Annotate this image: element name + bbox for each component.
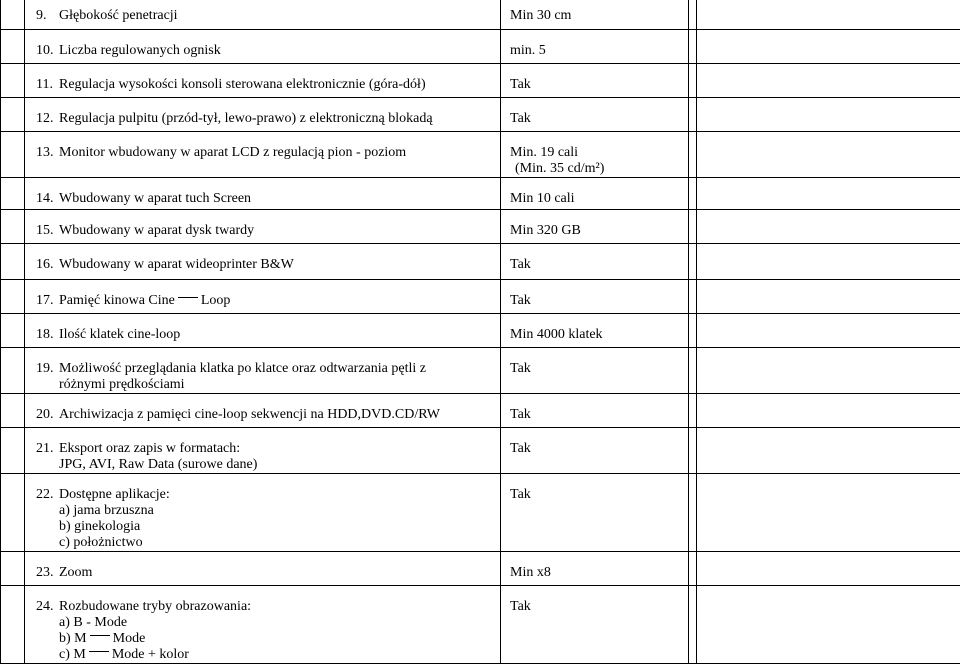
row-number: 17.: [25, 293, 59, 309]
parameter-line: Zoom: [59, 565, 496, 581]
value-cell: [501, 210, 689, 244]
table-row: [1, 552, 960, 586]
parameter-line: Głębokość penetracji: [59, 8, 496, 24]
blank-cell: [689, 314, 697, 348]
parameter-cell: [25, 244, 501, 280]
blank-cell: [689, 280, 697, 314]
parameter-line: Dostępne aplikacje:: [59, 487, 496, 503]
parameter-cell: [25, 394, 501, 428]
parameter-line: [59, 615, 496, 631]
table-row: [1, 428, 960, 474]
parameter-text: [59, 599, 500, 663]
blank-cell: [1, 64, 25, 98]
parameter-wrap: [25, 361, 500, 393]
table-row: [1, 132, 960, 178]
row-number: 14.: [25, 191, 59, 207]
parameter-line: c) położnictwo: [59, 535, 496, 551]
parameter-line-part: Mode + kolor: [112, 647, 189, 662]
value-wrap: [501, 191, 688, 207]
blank-cell: [697, 428, 960, 474]
value-wrap: [501, 43, 688, 59]
value-text: (Min. 35 cd/m²): [510, 161, 688, 177]
blank-cell: [689, 474, 697, 552]
blank-cell: [697, 64, 960, 98]
value-cell: [501, 474, 689, 552]
value-wrap: [501, 293, 688, 309]
value-cell: [501, 314, 689, 348]
value-text: Tak: [510, 257, 688, 273]
parameter-line: Eksport oraz zapis w formatach:: [59, 441, 496, 457]
parameter-text: [59, 145, 500, 161]
parameter-line: [59, 599, 496, 615]
parameter-text: [59, 487, 500, 551]
table-row: [1, 98, 960, 132]
blank-cell: [697, 132, 960, 178]
value-cell: [501, 30, 689, 64]
row-number: 12.: [25, 111, 59, 127]
table-row: [1, 348, 960, 394]
value-cell: [501, 280, 689, 314]
row-number: 22.: [25, 487, 59, 551]
parameter-line: Regulacja wysokości konsoli sterowana elektronicznie (góra-dół): [59, 77, 496, 93]
parameter-wrap: [25, 407, 500, 423]
blank-cell: [697, 0, 960, 30]
parameter-text: [59, 441, 500, 473]
blank-cell: [689, 0, 697, 30]
value-text: min. 5: [510, 43, 688, 59]
row-number: 24.: [25, 599, 59, 663]
parameter-wrap: [25, 441, 500, 473]
parameter-text: [59, 293, 500, 309]
blank-cell: [1, 428, 25, 474]
blank-cell: [689, 586, 697, 664]
blank-cell: [1, 348, 25, 394]
value-wrap: [501, 223, 688, 239]
parameter-cell: [25, 178, 501, 210]
table-row: [1, 280, 960, 314]
blank-cell: [697, 280, 960, 314]
table-row: [1, 474, 960, 552]
blank-cell: [689, 210, 697, 244]
parameter-text: [59, 191, 500, 207]
parameter-cell: [25, 30, 501, 64]
blank-cell: [1, 30, 25, 64]
blank-cell: [689, 30, 697, 64]
table-row: [1, 0, 960, 30]
row-number: 20.: [25, 407, 59, 423]
parameter-cell: [25, 586, 501, 664]
parameter-line: Wbudowany w aparat dysk twardy: [59, 223, 496, 239]
blank-cell: [1, 552, 25, 586]
value-cell: [501, 394, 689, 428]
table-row: [1, 64, 960, 98]
parameter-line: a) jama brzuszna: [59, 503, 496, 519]
dash-separator: [89, 651, 109, 652]
parameter-text: [59, 77, 500, 93]
value-text: Min 30 cm: [510, 8, 688, 24]
parameter-line: różnymi prędkościami: [59, 377, 496, 393]
value-cell: [501, 586, 689, 664]
blank-cell: [697, 474, 960, 552]
parameter-line-part: Pamięć kinowa Cine: [59, 293, 175, 308]
parameter-line-part: Loop: [201, 293, 231, 308]
blank-cell: [689, 132, 697, 178]
blank-cell: [689, 428, 697, 474]
blank-cell: [1, 474, 25, 552]
value-wrap: [501, 599, 688, 615]
parameter-wrap: [25, 191, 500, 207]
value-text: Tak: [510, 77, 688, 93]
blank-cell: [689, 394, 697, 428]
value-text: Min x8: [510, 565, 688, 581]
blank-cell: [689, 244, 697, 280]
parameter-wrap: [25, 145, 500, 161]
blank-cell: [1, 98, 25, 132]
value-text: Tak: [510, 293, 688, 309]
value-cell: [501, 244, 689, 280]
parameter-wrap: [25, 8, 500, 24]
parameter-cell: [25, 280, 501, 314]
parameter-text: [59, 407, 500, 423]
value-wrap: [501, 565, 688, 581]
blank-cell: [1, 178, 25, 210]
value-text: Min 320 GB: [510, 223, 688, 239]
blank-cell: [689, 98, 697, 132]
parameter-cell: [25, 552, 501, 586]
parameter-text: [59, 361, 500, 393]
parameter-wrap: [25, 565, 500, 581]
parameter-wrap: [25, 111, 500, 127]
blank-cell: [697, 178, 960, 210]
blank-cell: [1, 210, 25, 244]
parameter-text: [59, 8, 500, 24]
value-cell: [501, 178, 689, 210]
parameter-line: Wbudowany w aparat wideoprinter B&W: [59, 257, 496, 273]
parameter-text: [59, 43, 500, 59]
parameter-line-part: Rozbudowane tryby obrazowania:: [59, 599, 251, 614]
value-cell: [501, 132, 689, 178]
parameter-text: [59, 327, 500, 343]
row-number: 19.: [25, 361, 59, 393]
value-text: Tak: [510, 111, 688, 127]
value-wrap: [501, 145, 688, 177]
blank-cell: [697, 394, 960, 428]
blank-cell: [1, 0, 25, 30]
value-text: Tak: [510, 441, 688, 457]
blank-cell: [697, 210, 960, 244]
value-text: Min. 19 cali: [510, 145, 688, 161]
parameter-cell: [25, 474, 501, 552]
blank-cell: [697, 348, 960, 394]
parameter-wrap: [25, 77, 500, 93]
parameter-wrap: [25, 599, 500, 663]
parameter-cell: [25, 314, 501, 348]
parameter-line: JPG, AVI, Raw Data (surowe dane): [59, 457, 496, 473]
value-wrap: [501, 441, 688, 457]
blank-cell: [1, 586, 25, 664]
parameter-line: Ilość klatek cine-loop: [59, 327, 496, 343]
blank-cell: [1, 314, 25, 348]
value-wrap: [501, 327, 688, 343]
table-row: [1, 210, 960, 244]
value-wrap: [501, 257, 688, 273]
row-number: 18.: [25, 327, 59, 343]
row-number: 13.: [25, 145, 59, 161]
value-wrap: [501, 111, 688, 127]
value-text: Tak: [510, 599, 688, 615]
parameter-text: [59, 257, 500, 273]
parameter-cell: [25, 64, 501, 98]
value-wrap: [501, 407, 688, 423]
parameter-line-part: b) M: [59, 631, 87, 646]
table-row: [1, 244, 960, 280]
parameter-line: [59, 647, 496, 663]
value-cell: [501, 428, 689, 474]
blank-cell: [697, 30, 960, 64]
parameter-line: Wbudowany w aparat tuch Screen: [59, 191, 496, 207]
parameter-text: [59, 111, 500, 127]
parameter-wrap: [25, 43, 500, 59]
value-text: Tak: [510, 407, 688, 423]
parameter-line: b) ginekologia: [59, 519, 496, 535]
parameter-line-part: Mode: [113, 631, 146, 646]
parameter-wrap: [25, 257, 500, 273]
table-row: [1, 314, 960, 348]
parameter-line: [59, 631, 496, 647]
value-wrap: [501, 8, 688, 24]
row-number: 11.: [25, 77, 59, 93]
blank-cell: [697, 552, 960, 586]
table-row: [1, 586, 960, 664]
parameter-cell: [25, 428, 501, 474]
parameter-line: [59, 293, 496, 309]
row-number: 21.: [25, 441, 59, 473]
value-cell: [501, 348, 689, 394]
parameter-line: Monitor wbudowany w aparat LCD z regulacją pion - poziom: [59, 145, 496, 161]
dash-separator: [90, 635, 110, 636]
parameter-cell: [25, 348, 501, 394]
row-number: 15.: [25, 223, 59, 239]
parameter-cell: [25, 132, 501, 178]
parameter-line: Możliwość przeglądania klatka po klatce oraz odtwarzania pętli z: [59, 361, 496, 377]
dash-separator: [178, 297, 198, 298]
table-row: [1, 394, 960, 428]
blank-cell: [1, 132, 25, 178]
parameter-wrap: [25, 293, 500, 309]
parameter-text: [59, 223, 500, 239]
blank-cell: [1, 280, 25, 314]
blank-cell: [689, 64, 697, 98]
blank-cell: [697, 314, 960, 348]
parameter-line: Liczba regulowanych ognisk: [59, 43, 496, 59]
blank-cell: [697, 586, 960, 664]
value-wrap: [501, 361, 688, 377]
value-cell: [501, 64, 689, 98]
parameter-line-part: a) B - Mode: [59, 615, 127, 630]
blank-cell: [689, 552, 697, 586]
blank-cell: [1, 244, 25, 280]
row-number: 23.: [25, 565, 59, 581]
blank-cell: [697, 98, 960, 132]
parameter-wrap: [25, 487, 500, 551]
blank-cell: [697, 244, 960, 280]
value-cell: [501, 98, 689, 132]
value-cell: [501, 552, 689, 586]
parameter-cell: [25, 98, 501, 132]
value-text: Tak: [510, 487, 688, 503]
row-number: 9.: [25, 8, 59, 24]
parameter-wrap: [25, 327, 500, 343]
parameter-line-part: c) M: [59, 647, 86, 662]
value-wrap: [501, 77, 688, 93]
parameter-line: Regulacja pulpitu (przód-tył, lewo-prawo) z elektroniczną blokadą: [59, 111, 496, 127]
row-number: 10.: [25, 43, 59, 59]
parameter-cell: [25, 0, 501, 30]
table-row: [1, 178, 960, 210]
blank-cell: [1, 394, 25, 428]
value-cell: [501, 0, 689, 30]
parameter-cell: [25, 210, 501, 244]
value-wrap: [501, 487, 688, 503]
blank-cell: [689, 348, 697, 394]
parameter-wrap: [25, 223, 500, 239]
parameter-line: Archiwizacja z pamięci cine-loop sekwencji na HDD,DVD.CD/RW: [59, 407, 496, 423]
value-text: Tak: [510, 361, 688, 377]
blank-cell: [689, 178, 697, 210]
value-text: Min 10 cali: [510, 191, 688, 207]
parameter-text: [59, 565, 500, 581]
row-number: 16.: [25, 257, 59, 273]
value-text: Min 4000 klatek: [510, 327, 688, 343]
table-row: [1, 30, 960, 64]
